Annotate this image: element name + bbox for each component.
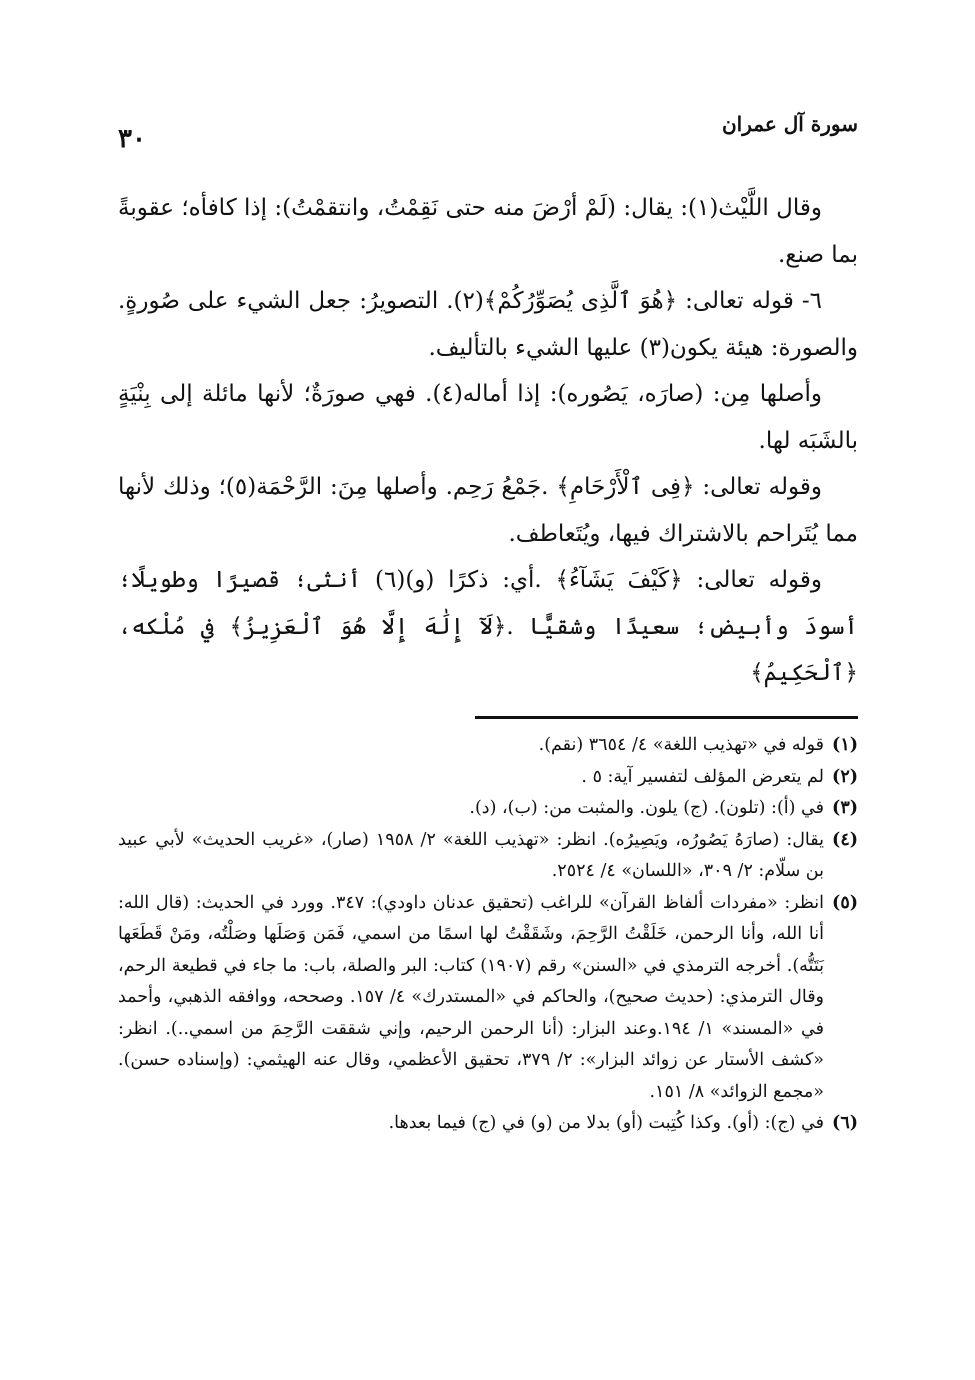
footnote-number: (٦) [832, 1113, 858, 1133]
footnote-text: قوله في «تهذيب اللغة» ٤/ ٣٦٥٤ (نقم). [538, 735, 824, 755]
footnote-separator [475, 716, 858, 719]
running-title: سورة آل عمران [721, 112, 858, 136]
footnote [118, 730, 858, 762]
footnote-text: في (ج): (أو). وكذا كُتِبت (أو) بدلا من (و) في (ج) فيما بعدها. [388, 1113, 824, 1133]
page-number: ٣٠ [118, 124, 146, 154]
footnote-number: (١) [832, 735, 858, 755]
footnote-text: في (أ): (تلون). (ج) يلون. والمثبت من: (ب)، (د). [469, 798, 824, 818]
footnote [118, 825, 858, 888]
footnote-number: (٥) [832, 892, 858, 913]
footnote-number: (٤) [832, 829, 858, 850]
footnote-text: انظر: «مفردات ألفاظ القرآن» للراغب (تحقيق عدنان داودي): ٣٤٧. وورد في الحديث: (قال الله: أنا الله، وأنا الرحمن، خَلَقْتُ الرَّحِمَ، وشَقَقْتُ لها اسمًا من اسمي، فَمَن وَصَلَها وصَلْتُه، ومَنْ قَطَعَها بَتَتُّه). أخرجه الترمذي في «السنن» رقم (١٩٠٧) كتاب: البر والصلة، باب: ما جاء في قطيعة الرحم، وقال الترمذي: (حديث صحيح)، والحاكم في «المستدرك» ٤/ ١٥٧. وصححه، ووافقه الذهبي، وأحمد في «المسند» ١/ ١٩٤.وعند البزار: (أنا الرحمن الرحيم، وإني شققت الرَّحِمَ من اسمي..). انظر: «كشف الأستار عن زوائد البزار»: ٢/ ٣٧٩، تحقيق الأعظمي، وقال عنه الهيثمي: (وإسناده حسن). «مجمع الزوائد» ٨/ ١٥١. [118, 892, 825, 1102]
main-text [118, 185, 858, 697]
paragraph: ٦- قوله تعالى: ﴿هُوَ ٱلَّذِى يُصَوِّرُكُمْ﴾(٢). التصويرُ: جعل الشيء على صُورةٍ. والصورة: هيئة يكون(٣) عليها الشيء بالتأليف. [118, 288, 858, 361]
footnote-number: (٣) [832, 798, 858, 818]
footnote-text: لم يتعرض المؤلف لتفسير آية: ٥ . [581, 766, 824, 787]
paragraph: وأصلها مِن: (صارَه، يَصُوره): إذا أماله(٤). فهي صورَةٌ؛ لأنها مائلة إلى بِنْيَةٍ بالشَبَه لها. [118, 381, 858, 454]
paragraph: وقوله تعالى: ﴿كَيْفَ يَشَآءُ﴾ .أي: ذكرًا (و)(٦) أنثى؛ قصيرًا وطويلًا؛ أسودَ وأبيض؛ سعيدًا وشقيًّا .﴿لَآ إِلَٰهَ إِلَّا هُوَ ٱلْعَزِيزُ﴾ في مُلْكه، ﴿ٱلْحَكِيمُ﴾ [118, 567, 858, 686]
footnote [118, 1108, 858, 1140]
footnote-number: (٢) [832, 766, 858, 787]
paragraph: وقال اللَّيْث(١): يقال: (لَمْ أرْضَ منه حتى نَقِمْتُ، وانتقمْتُ): إذا كافأه؛ عقوبةً بما صنع. [118, 195, 858, 268]
footnote [118, 793, 858, 825]
footnote [118, 762, 858, 794]
footnote [118, 888, 858, 1109]
page-header [118, 108, 858, 158]
paragraph: وقوله تعالى: ﴿فِى ٱلْأَرْحَامِ﴾ .جَمْعُ رَحِم. وأصلها مِنَ: الرَّحْمَة(٥)؛ وذلك لأنها مما يُتَراحم بالاشتراك فيها، ويُتَعاطف. [118, 474, 858, 547]
footnotes [118, 730, 858, 1140]
footnote-text: يقال: (صارَهُ يَصُورُه، ويَصِيرُه). انظر: «تهذيب اللغة» ٢/ ١٩٥٨ (صار)، «غريب الحديث» لأبي عبيد بن سلّام: ٢/ ٣٠٩، «اللسان» ٤/ ٢٥٢٤. [118, 829, 824, 881]
